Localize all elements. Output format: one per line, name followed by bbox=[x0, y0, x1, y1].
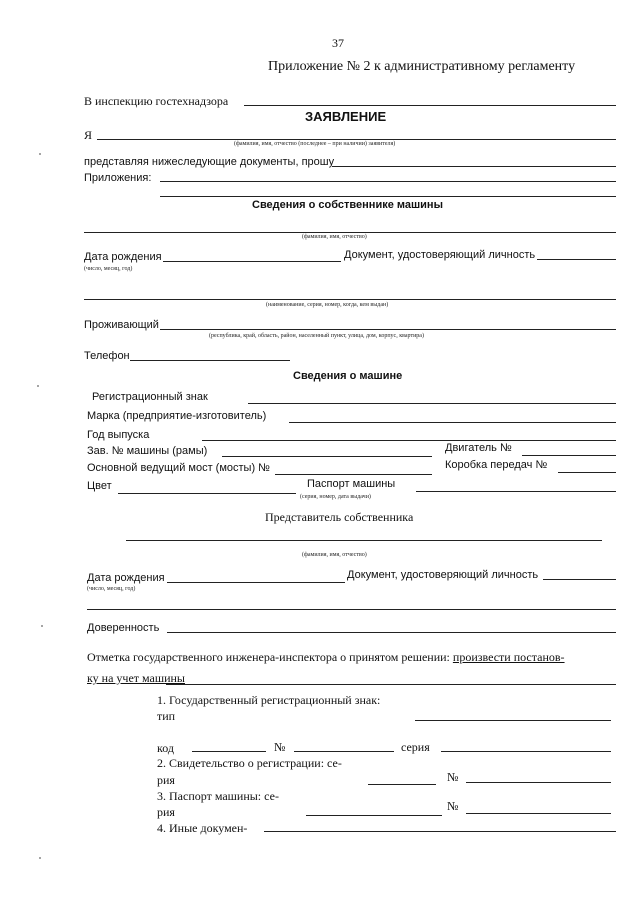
appendix-title: Приложение № 2 к административному регламенту bbox=[268, 59, 576, 74]
cert-number-field[interactable] bbox=[466, 782, 611, 783]
attachments-label: Приложения: bbox=[84, 172, 152, 184]
identity-doc-field-2[interactable] bbox=[543, 579, 616, 580]
axle-no-field[interactable] bbox=[275, 474, 432, 475]
color-field[interactable] bbox=[118, 493, 296, 494]
inspection-field[interactable] bbox=[244, 105, 616, 106]
owner-name-field[interactable] bbox=[84, 232, 616, 233]
scan-speck bbox=[37, 385, 39, 387]
passport-field[interactable] bbox=[416, 491, 616, 492]
identity-doc-field[interactable] bbox=[537, 259, 616, 260]
submitting-label: представляя нижеследующие документы, прошу bbox=[84, 156, 335, 168]
proxy-label: Доверенность bbox=[87, 622, 160, 634]
item4-label: 4. Иные докумен- bbox=[157, 821, 248, 835]
engine-no-label: Двигатель № bbox=[445, 442, 512, 454]
birth-date-label-2: Дата рождения bbox=[87, 572, 165, 584]
scan-speck bbox=[41, 625, 43, 627]
doc-details-field[interactable] bbox=[84, 299, 616, 300]
item3-cont-label: рия bbox=[157, 805, 175, 819]
residing-label: Проживающий bbox=[84, 319, 159, 331]
frame-no-field[interactable] bbox=[222, 456, 432, 457]
scan-speck bbox=[39, 153, 41, 155]
reg-sign-field[interactable] bbox=[248, 403, 616, 404]
gearbox-no-field[interactable] bbox=[558, 472, 616, 473]
code-field[interactable] bbox=[192, 751, 266, 752]
cert-series-field[interactable] bbox=[368, 784, 436, 785]
birth-date-field-2[interactable] bbox=[167, 582, 345, 583]
num-label-1: № bbox=[274, 740, 286, 754]
caption-fio-applicant: (фамилия, имя, отчество (последнее – при наличии) заявителя) bbox=[234, 141, 396, 147]
attachments-field-1[interactable] bbox=[160, 181, 616, 182]
number-field-1[interactable] bbox=[294, 751, 394, 752]
phone-field[interactable] bbox=[130, 360, 290, 361]
proxy-field[interactable] bbox=[167, 632, 616, 633]
frame-no-label: Зав. № машины (рамы) bbox=[87, 445, 208, 457]
gearbox-no-label: Коробка передач № bbox=[445, 459, 548, 471]
birth-date-label: Дата рождения bbox=[84, 251, 162, 263]
item1-label: 1. Государственный регистрационный знак: bbox=[157, 693, 381, 707]
birth-date-field[interactable] bbox=[163, 261, 341, 262]
representative-name-field[interactable] bbox=[126, 540, 602, 541]
code-label: код bbox=[157, 741, 174, 755]
inspector-mark-text: Отметка государственного инженера-инспектора о принятом решении: bbox=[87, 650, 453, 664]
caption-date-2: (число, месяц, год) bbox=[87, 586, 136, 592]
item2-cont-label: рия bbox=[157, 773, 175, 787]
inspector-mark-line-2: ку на учет машины bbox=[87, 671, 185, 685]
page-number: 37 bbox=[332, 36, 344, 50]
representative-heading: Представитель собственника bbox=[265, 510, 414, 524]
owner-heading: Сведения о собственнике машины bbox=[252, 199, 443, 211]
identity-doc-label-2: Документ, удостоверяющий личность bbox=[347, 569, 539, 581]
brand-field[interactable] bbox=[289, 422, 616, 423]
scan-speck bbox=[39, 857, 41, 859]
item1-type-label: тип bbox=[157, 709, 176, 723]
applicant-name-field[interactable] bbox=[97, 139, 616, 140]
caption-fio-owner: (фамилия, имя, отчество) bbox=[302, 234, 367, 240]
caption-date: (число, месяц, год) bbox=[84, 266, 133, 272]
other-docs-field[interactable] bbox=[264, 831, 616, 832]
decision-field[interactable] bbox=[166, 684, 616, 685]
passport-series-field[interactable] bbox=[306, 815, 442, 816]
representative-doc-field[interactable] bbox=[87, 609, 616, 610]
item2-label: 2. Свидетельство о регистрации: се- bbox=[157, 756, 342, 770]
inspector-mark-line-1 bbox=[87, 650, 565, 665]
caption-fio-representative: (фамилия, имя, отчество) bbox=[302, 552, 367, 558]
phone-label: Телефон bbox=[84, 350, 130, 362]
passport-number-field[interactable] bbox=[466, 813, 611, 814]
series-field[interactable] bbox=[441, 751, 611, 752]
form-title: ЗАЯВЛЕНИЕ bbox=[305, 109, 387, 124]
to-inspection-label: В инспекцию гостехнадзора bbox=[84, 94, 229, 108]
caption-doc-details: (наименование, серия, номер, когда, кем выдан) bbox=[266, 302, 389, 308]
reg-sign-label: Регистрационный знак bbox=[92, 391, 208, 403]
identity-doc-label: Документ, удостоверяющий личность bbox=[344, 249, 536, 261]
passport-label: Паспорт машины bbox=[307, 478, 396, 490]
engine-no-field[interactable] bbox=[522, 455, 616, 456]
ya-label: Я bbox=[84, 128, 93, 142]
machine-heading: Сведения о машине bbox=[293, 370, 403, 382]
series-label: серия bbox=[401, 740, 430, 754]
axle-no-label: Основной ведущий мост (мосты) № bbox=[87, 462, 270, 474]
num-label-3: № bbox=[447, 799, 459, 813]
caption-address: (республика, край, область, район, населенный пункт, улица, дом, корпус, квартира) bbox=[209, 333, 424, 339]
color-label: Цвет bbox=[87, 480, 112, 492]
item3-label: 3. Паспорт машины: се- bbox=[157, 789, 279, 803]
brand-label: Марка (предприятие-изготовитель) bbox=[87, 410, 267, 422]
decision-text: произвести постанов- bbox=[452, 650, 565, 664]
reg-type-field[interactable] bbox=[415, 720, 611, 721]
address-field[interactable] bbox=[160, 329, 616, 330]
attachments-field-2[interactable] bbox=[160, 196, 616, 197]
num-label-2: № bbox=[447, 770, 459, 784]
year-label: Год выпуска bbox=[87, 429, 150, 441]
caption-passport: (серия, номер, дата выдачи) bbox=[300, 494, 371, 500]
request-field[interactable] bbox=[332, 166, 616, 167]
year-field[interactable] bbox=[202, 440, 616, 441]
